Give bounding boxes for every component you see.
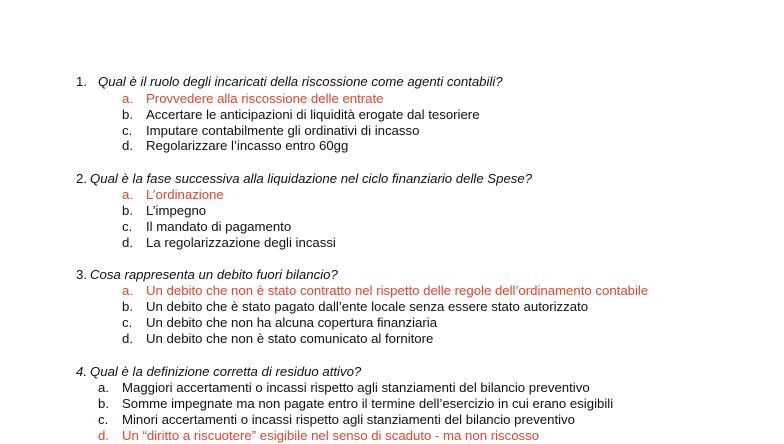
option-text: Imputare contabilmente gli ordinativi di incasso	[146, 123, 420, 138]
option-text: Un “diritto a riscuotere” esigibile nel senso di scaduto - ma non riscosso	[122, 428, 540, 443]
question-number: 4.	[76, 364, 87, 379]
option-letter: b.	[122, 299, 133, 314]
question-3	[76, 267, 338, 283]
option-text: Un debito che non ha alcuna copertura finanziaria	[146, 315, 438, 330]
option-1a	[122, 91, 384, 107]
option-letter: d.	[122, 331, 133, 346]
option-letter: a.	[122, 187, 133, 202]
option-letter: b.	[98, 396, 109, 411]
option-text: Un debito che non è stato comunicato al fornitore	[146, 331, 434, 346]
option-text: Minori accertamenti o incassi rispetto agli stanziamenti del bilancio preventivo	[122, 412, 575, 427]
option-letter: a.	[98, 380, 109, 395]
option-letter: d.	[122, 138, 133, 153]
question-4	[76, 364, 361, 380]
option-2b	[122, 203, 206, 219]
option-2a	[122, 187, 224, 203]
option-2d	[122, 235, 336, 251]
option-3c	[122, 315, 437, 331]
option-3d	[122, 331, 433, 347]
question-text: Cosa rappresenta un debito fuori bilancio?	[90, 267, 338, 282]
option-text: L’ordinazione	[146, 187, 224, 202]
option-4b	[98, 396, 613, 412]
option-letter: a.	[122, 283, 133, 298]
question-number: 1.	[76, 74, 87, 89]
option-letter: c.	[122, 315, 133, 330]
option-4c	[98, 412, 575, 428]
option-text: Regolarizzare l’incasso entro 60gg	[146, 138, 349, 153]
option-letter: b.	[122, 107, 133, 122]
option-letter: c.	[98, 412, 109, 427]
option-letter: b.	[122, 203, 133, 218]
option-text: Il mandato di pagamento	[146, 219, 292, 234]
question-text: Qual è il ruolo degli incaricati della riscossione come agenti contabili?	[98, 74, 503, 89]
option-letter: a.	[122, 91, 133, 106]
question-1	[76, 74, 503, 90]
question-number: 2.	[76, 171, 87, 186]
option-3a	[122, 283, 648, 299]
option-text: Maggiori accertamenti o incassi rispetto agli stanziamenti del bilancio preventivo	[122, 380, 590, 395]
option-3b	[122, 299, 588, 315]
option-text: Un debito che non è stato contratto nel rispetto delle regole dell’ordinamento contabile	[146, 283, 649, 298]
option-letter: c.	[122, 219, 133, 234]
option-text: La regolarizzazione degli incassi	[146, 235, 336, 250]
option-1c	[122, 123, 419, 139]
option-2c	[122, 219, 291, 235]
option-letter: d.	[122, 235, 133, 250]
question-number: 3.	[76, 267, 87, 282]
option-1d	[122, 138, 348, 154]
question-text: Qual è la fase successiva alla liquidazione nel ciclo finanziario delle Spese?	[90, 171, 533, 186]
option-text: Accertare le anticipazioni di liquidità erogate dal tesoriere	[146, 107, 480, 122]
option-letter: d.	[98, 428, 109, 443]
option-text: Somme impegnate ma non pagate entro il termine dell’esercizio in cui erano esigibili	[122, 396, 614, 411]
option-letter: c.	[122, 123, 133, 138]
option-text: Provvedere alla riscossione delle entrate	[146, 91, 384, 106]
option-4a	[98, 380, 590, 396]
question-text: Qual è la definizione corretta di residuo attivo?	[90, 364, 362, 379]
option-1b	[122, 107, 480, 123]
option-text: Un debito che è stato pagato dall’ente locale senza essere stato autorizzato	[146, 299, 589, 314]
option-4d	[98, 428, 539, 444]
option-text: L’impegno	[146, 203, 207, 218]
question-2	[76, 171, 532, 187]
